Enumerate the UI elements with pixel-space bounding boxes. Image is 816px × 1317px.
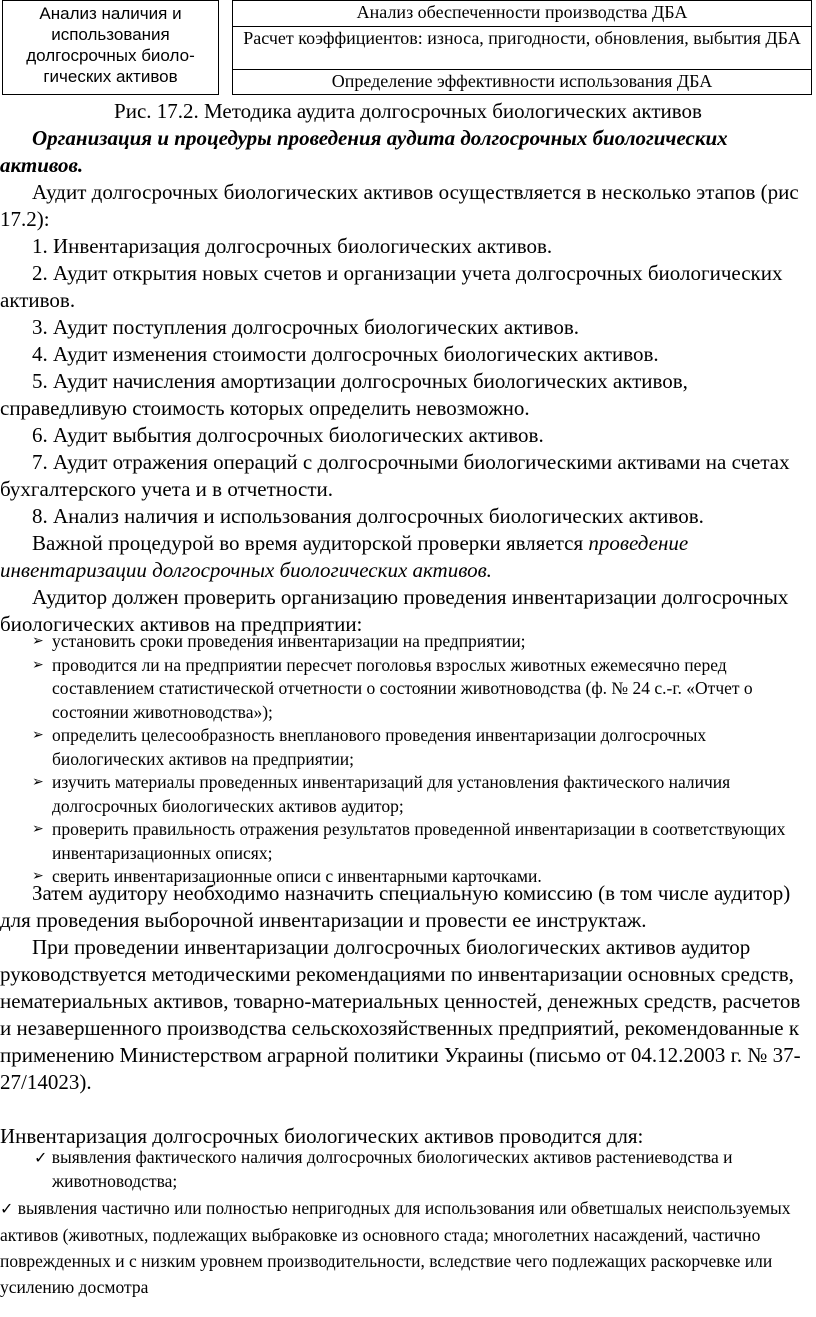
figure-caption: Рис. 17.2. Методика аудита долгосрочных биологических активов — [114, 99, 702, 123]
important-italic: проведение инвентаризации долгосрочных биологических активов. — [0, 531, 689, 582]
step-1: 1. Инвентаризация долгосрочных биологических активов. — [32, 234, 553, 258]
list-item: ➢ сверить инвентаризационные описи с инвентарными карточками. — [0, 865, 814, 889]
purpose-check-list — [0, 1146, 814, 1300]
important-procedure-paragraph — [0, 530, 814, 584]
important-lead: Важной процедурой во время аудиторской проверки является — [32, 531, 589, 555]
arrow-bullet-icon: ➢ — [32, 656, 44, 673]
list-item: ➢ изучить материалы проведенных инвентаризаций для установления фактического наличия долгосрочных биологических активов аудитор; — [32, 772, 731, 816]
step-2: 2. Аудит открытия новых счетов и организации учета долгосрочных биологических активов. — [0, 261, 783, 312]
arrow-bullet-icon: ➢ — [32, 727, 44, 743]
commission-paragraph: Затем аудитору необходимо назначить специальную комиссию (в том числе аудитор) для проведения выборочной инвентаризации и провести ее инструктаж. — [0, 881, 791, 932]
arrow-bullet-icon: ➢ — [32, 821, 44, 837]
list-item: ✓ выявления фактического наличия долгосрочных биологических активов растениеводства и животноводства; — [34, 1147, 733, 1191]
list-item: ➢ определить целесообразность внепланового проведения инвентаризации долгосрочных биологических активов на предприятии; — [32, 725, 707, 769]
section-heading: Организация и процедуры проведения аудита долгосрочных биологических активов. — [0, 126, 728, 177]
auditor-check-paragraph: Аудитор должен проверить организацию проведения инвентаризации долгосрочных биологических активов на предприятии: — [0, 585, 789, 636]
method-schema-table — [2, 0, 814, 97]
schema-row-supply: Анализ обеспеченности производства ДБА — [232, 0, 812, 27]
step-6: 6. Аудит выбытия долгосрочных биологических активов. — [32, 423, 544, 447]
schema-left-cell: Анализ наличия и использования долгосрочных биоло-гических активов — [2, 0, 219, 95]
schema-row-efficiency: Определение эффективности использования ДБА — [232, 69, 812, 95]
step-5: 5. Аудит начисления амортизации долгосрочных биологических активов, справедливую стоимость которых определить невозможно. — [0, 369, 688, 420]
arrow-bullet-icon: ➢ — [32, 633, 44, 649]
arrow-bullet-icon: ➢ — [32, 868, 44, 884]
step-3: 3. Аудит поступления долгосрочных биологических активов. — [32, 315, 579, 339]
schema-row-coefficients: Расчет коэффициентов: износа, пригодности, обновления, выбытия ДБА — [232, 26, 812, 70]
guidance-paragraph: При проведении инвентаризации долгосрочных биологических активов аудитор руководствуется методическими рекомендациями по инвентаризации основных средств, нематериальных активов, товарно-материальных ценностей, денежных средств, расчетов и незавершенного производства сельскохозяйственных предприятий, рекомендованные к применению Министерством аграрной политики Украины (письмо от 04.12.2003 г. № 37-27/14023). — [0, 935, 801, 1094]
list-item: ➢ установить сроки проведения инвентаризации на предприятии; — [0, 630, 814, 654]
step-4: 4. Аудит изменения стоимости долгосрочных биологических активов. — [32, 342, 659, 366]
list-item: ➢ проводится ли на предприятии пересчет поголовья взрослых животных ежемесячно перед составлением статистической отчетности о состоянии животноводства (ф. № 24 с.-г. «Отчет о состоянии животноводства»); — [32, 654, 753, 722]
purpose-paragraph: Инвентаризация долгосрочных биологических активов проводится для: — [0, 1124, 644, 1148]
list-item: ✓ выявления частично или полностью непригодных для использования или обветшалых неиспользуемых активов (животных, подлежащих выбраковке из основного стада; многолетних насаждений, частично поврежденных и с низким уровнем производительности, вследствие чего подлежащих раскорчевке или усилению досмотра — [0, 1198, 791, 1297]
step-7: 7. Аудит отражения операций с долгосрочными биологическими активами на счетах бухгалтерского учета и в отчетности. — [0, 450, 790, 501]
check-icon: ✓ — [34, 1148, 48, 1167]
arrow-bullet-icon: ➢ — [32, 774, 44, 790]
step-8: 8. Анализ наличия и использования долгосрочных биологических активов. — [32, 504, 704, 528]
list-item: ➢ проверить правильность отражения результатов проведенной инвентаризации в соответствующих инвентаризационных описях; — [32, 819, 786, 863]
intro-paragraph: Аудит долгосрочных биологических активов осуществляется в несколько этапов (рис 17.2): — [0, 180, 799, 231]
inventory-check-list — [0, 630, 814, 889]
check-icon: ✓ — [0, 1199, 14, 1218]
